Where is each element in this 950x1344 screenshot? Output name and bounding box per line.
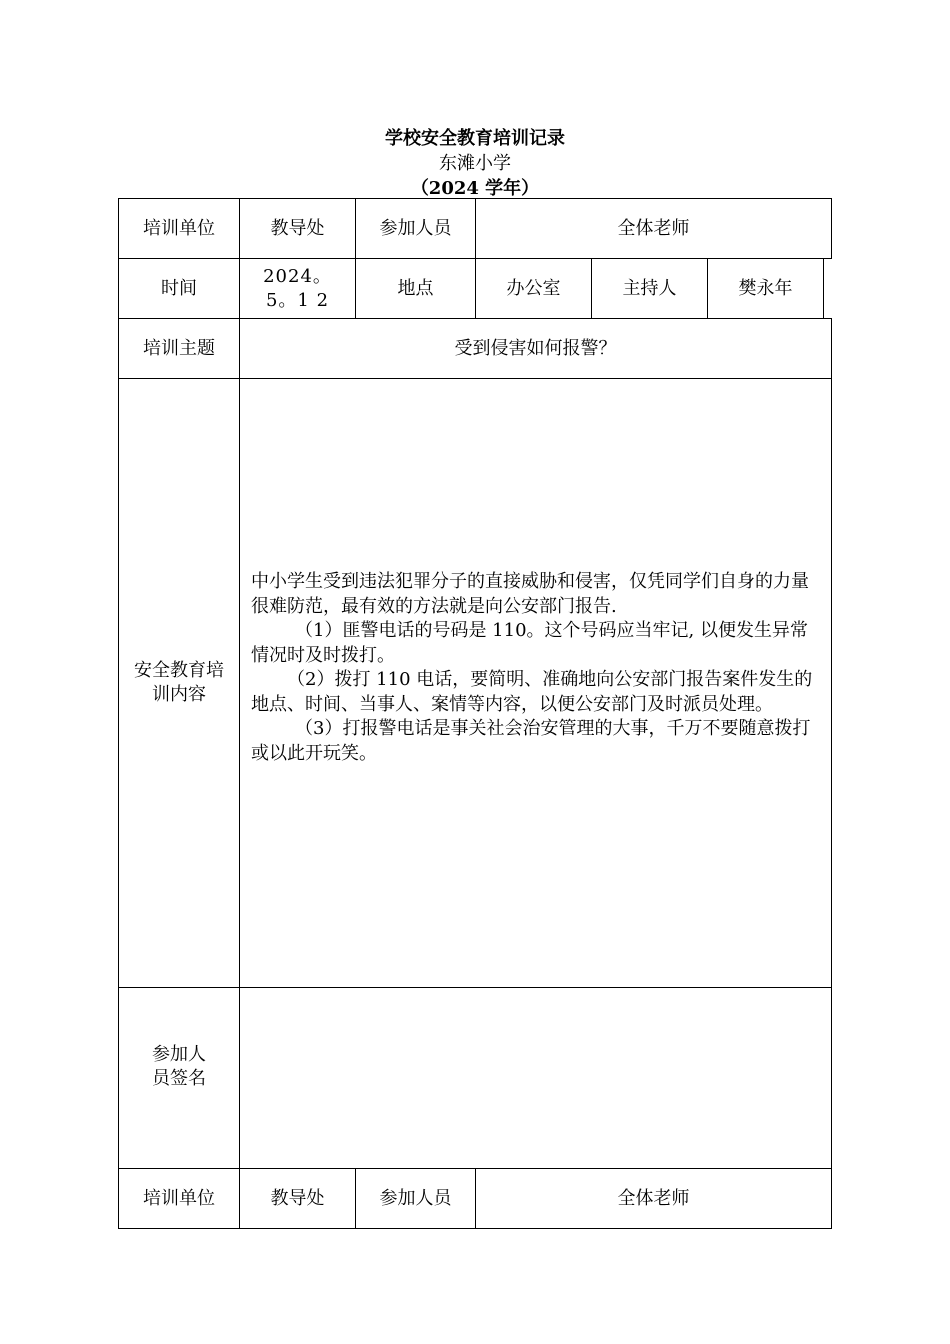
participants-label: 参加人员 [355, 198, 476, 259]
place-value: 办公室 [475, 258, 592, 319]
content-paragraph: （2）拨打 110 电话，要简明、准确地向公安部门报告案件发生的地点、时间、当事人、案情等内容，以便公安部门及时派员处理。 [251, 669, 813, 715]
signature-label [118, 987, 240, 1169]
unit-value-bottom: 教导处 [239, 1168, 356, 1229]
school-name: 东滩小学 [439, 153, 511, 174]
document-title: 学校安全教育培训记录 [385, 128, 565, 149]
content-label [118, 378, 240, 988]
school-year: （2024 学年） [410, 178, 540, 199]
content-paragraph: （1）匪警电话的号码是 110。这个号码应当牢记, 以便发生异常情况时及时拨打。 [251, 620, 808, 666]
unit-label: 培训单位 [118, 198, 240, 259]
unit-label-bottom: 培训单位 [118, 1168, 240, 1229]
time-value-text: 2024。5。1 2 [263, 265, 332, 311]
host-value: 樊永年 [707, 258, 824, 319]
host-label: 主持人 [591, 258, 708, 319]
participants-label-bottom: 参加人员 [355, 1168, 476, 1229]
time-label: 时间 [118, 258, 240, 319]
content-body [239, 378, 832, 988]
unit-value: 教导处 [239, 198, 356, 259]
time-value [239, 258, 356, 319]
content-paragraph: 中小学生受到违法犯罪分子的直接威胁和侵害，仅凭同学们自身的力量很难防范，最有效的方法就是向公安部门报告. [251, 571, 809, 617]
content-label-text: 安全教育培训内容 [134, 660, 224, 705]
topic-label: 培训主题 [118, 318, 240, 379]
participants-value-bottom: 全体老师 [475, 1168, 832, 1229]
participants-value: 全体老师 [475, 198, 832, 259]
signature-area[interactable] [239, 987, 832, 1169]
place-label: 地点 [355, 258, 476, 319]
signature-label-text: 参加人员签名 [152, 1044, 206, 1089]
topic-value: 受到侵害如何报警？ [239, 318, 832, 379]
content-paragraph: （3）打报警电话是事关社会治安管理的大事，千万不要随意拨打或以此开玩笑。 [251, 718, 811, 764]
